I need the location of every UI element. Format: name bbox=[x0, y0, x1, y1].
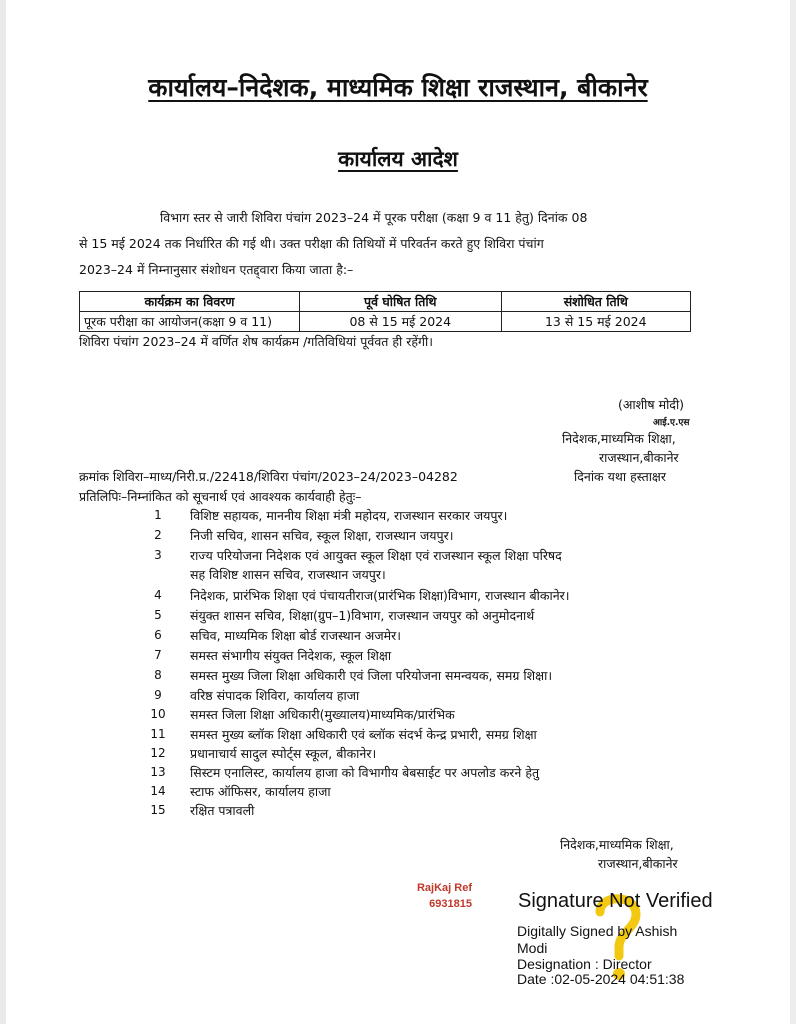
copy-item-continuation: सह विशिष्ट शासन सचिव, राजस्थान जयपुर। bbox=[190, 567, 386, 582]
rajkaj-ref-label: RajKaj Ref bbox=[416, 882, 472, 894]
copy-item: निदेशक, प्रारंभिक शिक्षा एवं पंचायतीराज(प्रारंभिक शिक्षा)विभाग, राजस्थान बीकानेर। bbox=[190, 588, 570, 603]
order-title: कार्यालय आदेश bbox=[338, 147, 458, 171]
signature-date: Date :02-05-2024 04:51:38 bbox=[517, 971, 685, 987]
signatory-service: आई.ए.एस bbox=[653, 418, 690, 428]
rajkaj-ref-number: 6931815 bbox=[429, 898, 472, 910]
copy-item: रक्षित पत्रावली bbox=[190, 803, 255, 818]
table-cell: पूरक परीक्षा का आयोजन(कक्षा 9 व 11) bbox=[80, 312, 300, 332]
signed-by-line-2: Modi bbox=[517, 940, 548, 956]
copy-item-number: 2 bbox=[154, 528, 162, 542]
copy-item-number: 10 bbox=[150, 707, 166, 721]
copy-item-number: 1 bbox=[154, 508, 162, 522]
table-header: कार्यक्रम का विवरण bbox=[80, 292, 300, 312]
signatory-designation-2: राजस्थान,बीकानेर bbox=[599, 450, 679, 465]
copy-item: सचिव, माध्यमिक शिक्षा बोर्ड राजस्थान अजमेर। bbox=[190, 628, 401, 643]
footer-signatory-line-2: राजस्थान,बीकानेर bbox=[598, 856, 678, 871]
table-header-row bbox=[80, 292, 691, 312]
copy-item-number: 7 bbox=[154, 648, 162, 662]
copy-item-number: 9 bbox=[154, 688, 162, 702]
paragraph-line-2: से 15 मई 2024 तक निर्धारित की गई थी। उक्त परीक्षा की तिथियों में परिवर्तन करते हुए शिविरा पंचांग bbox=[79, 236, 544, 251]
table-header: पूर्व घोषित तिथि bbox=[299, 292, 501, 312]
paragraph-line-1: विभाग स्तर से जारी शिविरा पंचांग 2023–24 में पूरक परीक्षा (कक्षा 9 व 11 हेतु) दिनांक 08 bbox=[160, 210, 588, 225]
table-row bbox=[80, 312, 691, 332]
copy-item-number: 5 bbox=[154, 608, 162, 622]
table-cell: 13 से 15 मई 2024 bbox=[501, 312, 690, 332]
copy-item: निजी सचिव, शासन सचिव, स्कूल शिक्षा, राजस्थान जयपुर। bbox=[190, 528, 454, 543]
signatory-designation-1: निदेशक,माध्यमिक शिक्षा, bbox=[562, 431, 676, 446]
signature-status: Signature Not Verified bbox=[518, 890, 713, 912]
copy-item-number: 6 bbox=[154, 628, 162, 642]
copy-item: सिस्टम एनालिस्ट, कार्यालय हाजा को विभागीय बेबसाईट पर अपलोड करने हेतु bbox=[190, 765, 540, 780]
copy-item: समस्त मुख्य जिला शिक्षा अधिकारी एवं जिला परियोजना समन्वयक, समग्र शिक्षा। bbox=[190, 668, 553, 683]
paragraph-line-3: 2023–24 में निम्नानुसार संशोधन एतद्द्वारा किया जाता है:– bbox=[79, 262, 354, 277]
copy-item-number: 4 bbox=[154, 588, 162, 602]
signatory-name: (आशीष मोदी) bbox=[618, 397, 685, 412]
reference-date: दिनांक यथा हस्ताक्षर bbox=[574, 469, 667, 484]
copy-item: स्टाफ ऑफिसर, कार्यालय हाजा bbox=[190, 784, 331, 799]
copy-item-number: 8 bbox=[154, 668, 162, 682]
copy-item: प्रधानाचार्य सादुल स्पोर्ट्स स्कूल, बीकानेर। bbox=[190, 746, 377, 761]
copy-item: विशिष्ट सहायक, माननीय शिक्षा मंत्री महोदय, राजस्थान सरकार जयपुर। bbox=[190, 508, 508, 523]
copy-item-number: 12 bbox=[150, 746, 166, 760]
table-header: संशोधित तिथि bbox=[501, 292, 690, 312]
copy-item: समस्त संभागीय संयुक्त निदेशक, स्कूल शिक्षा bbox=[190, 648, 392, 663]
copy-item: समस्त जिला शिक्षा अधिकारी(मुख्यालय)माध्यमिक/प्रारंभिक bbox=[190, 707, 455, 722]
signed-by-line-1: Digitally Signed by Ashish bbox=[517, 923, 678, 939]
copy-item: संयुक्त शासन सचिव, शिक्षा(ग्रुप–1)विभाग, राजस्थान जयपुर को अनुमोदनार्थ bbox=[190, 608, 535, 623]
copy-item-number: 13 bbox=[150, 765, 166, 779]
copy-item: वरिष्ठ संपादक शिविरा, कार्यालय हाजा bbox=[190, 688, 360, 703]
reference-number: क्रमांक शिविरा–माध्य/निरी.प्र./22418/शिविरा पंचांग/2023–24/2023–04282 bbox=[79, 469, 458, 484]
signature-designation: Designation : Director bbox=[517, 956, 652, 972]
office-title: कार्यालय–निदेशक, माध्यमिक शिक्षा राजस्थान, बीकानेर bbox=[148, 73, 648, 102]
footer-signatory-line-1: निदेशक,माध्यमिक शिक्षा, bbox=[560, 837, 674, 852]
copy-item-number: 11 bbox=[150, 727, 166, 741]
schedule-table bbox=[79, 291, 691, 332]
table-cell: 08 से 15 मई 2024 bbox=[299, 312, 501, 332]
copy-item: राज्य परियोजना निदेशक एवं आयुक्त स्कूल शिक्षा एवं राजस्थान स्कूल शिक्षा परिषद bbox=[190, 548, 562, 563]
copy-item-number: 3 bbox=[154, 548, 162, 562]
copy-heading: प्रतिलिपिः–निम्नांकित को सूचनार्थ एवं आवश्यक कार्यवाही हेतुः– bbox=[79, 489, 362, 504]
copy-item-number: 14 bbox=[150, 784, 166, 798]
copy-item-number: 15 bbox=[150, 803, 166, 817]
closing-line: शिविरा पंचांग 2023–24 में वर्णित शेष कार्यक्रम /गतिविधियां पूर्ववत ही रहेंगी। bbox=[79, 334, 433, 349]
copy-item: समस्त मुख्य ब्लॉक शिक्षा अधिकारी एवं ब्लॉक संदर्भ केन्द्र प्रभारी, समग्र शिक्षा bbox=[190, 727, 537, 742]
